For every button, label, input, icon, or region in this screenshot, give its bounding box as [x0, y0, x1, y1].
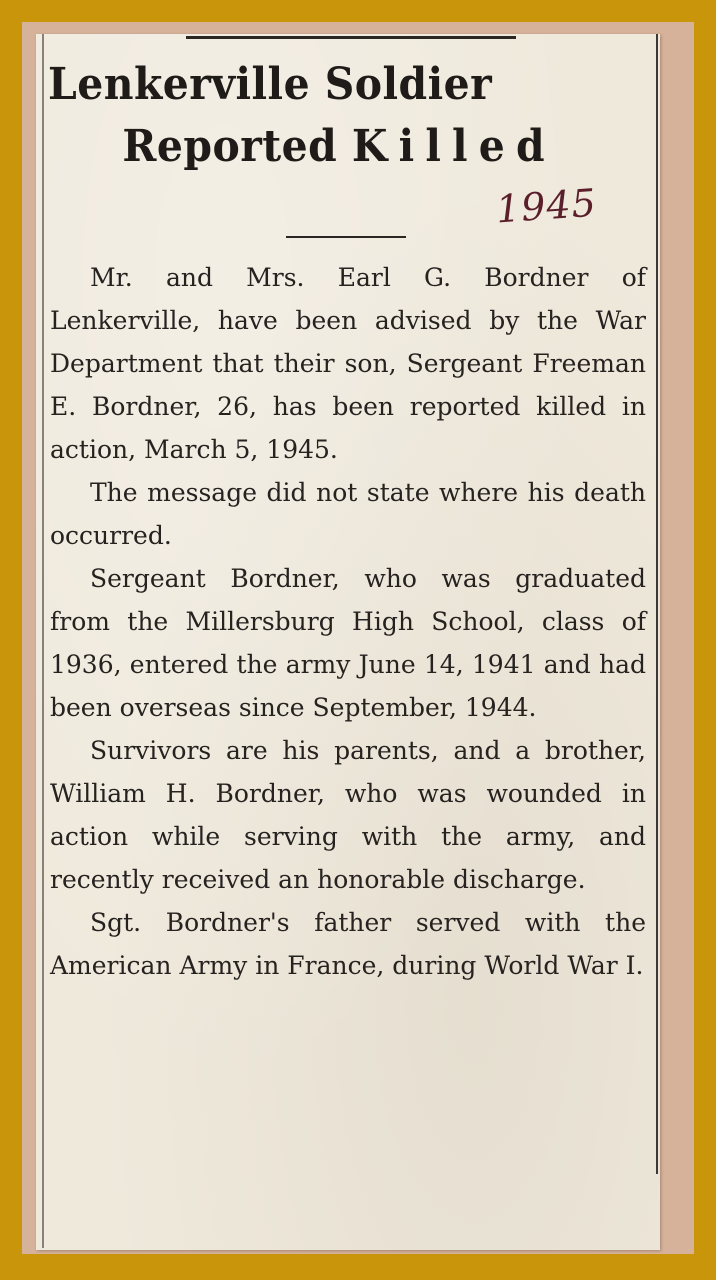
- handwritten-year: 1945: [494, 180, 599, 232]
- right-column-rule: [656, 34, 658, 1174]
- top-rule: [186, 36, 516, 39]
- headline: [48, 54, 556, 178]
- headline-word-reported: Reported: [122, 121, 338, 172]
- paragraph-1: Mr. and Mrs. Earl G. Bordner of Lenkerville, have been advised by the War Department that their son, Sergeant Freeman E. Bordner, 26, has been reported killed in action, March 5, 1945.: [50, 263, 646, 464]
- headline-divider: [286, 236, 406, 238]
- newspaper-clipping: [36, 34, 660, 1250]
- headline-line-1: Lenkerville Soldier: [48, 59, 493, 110]
- headline-line-2: [48, 116, 556, 178]
- paragraph-5: Sgt. Bordner's father served with the American Army in France, during World War I.: [50, 908, 646, 980]
- article-body: [50, 256, 646, 987]
- paragraph-4: Survivors are his parents, and a brother, William H. Bordner, who was wounded in action while serving with the army, and recently received an honorable discharge.: [50, 736, 646, 894]
- paragraph-3: Sergeant Bordner, who was graduated from the Millersburg High School, class of 1936, entered the army June 14, 1941 and had been overseas since September, 1944.: [50, 564, 646, 722]
- headline-word-killed: Killed: [351, 121, 556, 172]
- left-column-rule: [42, 34, 44, 1248]
- paragraph-2: The message did not state where his death occurred.: [50, 478, 646, 550]
